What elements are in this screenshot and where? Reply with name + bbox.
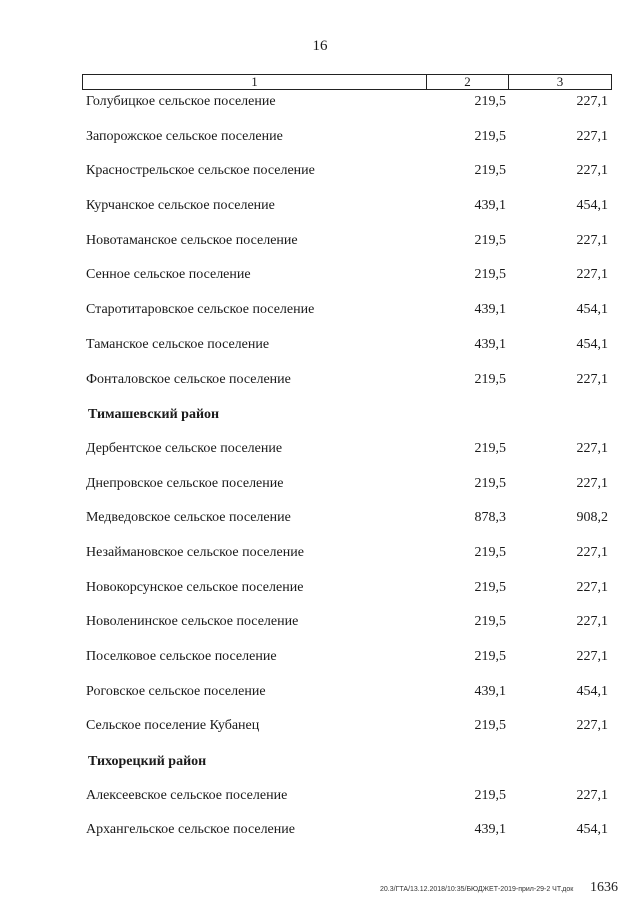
- settlement-name: Поселковое сельское поселение: [86, 649, 277, 664]
- settlement-name: Новокорсунское сельское поселение: [86, 579, 304, 595]
- settlement-name: Сельское поселение Кубанец: [86, 718, 260, 734]
- settlement-name: Днепровское сельское поселение: [86, 475, 284, 491]
- settlement-name: Медведовское сельское поселение: [86, 510, 291, 526]
- table-row: [0, 88, 640, 123]
- settlement-name: Новоленинское сельское поселение: [86, 614, 299, 630]
- settlement-name: Старотитаровское сельское поселение: [86, 302, 315, 318]
- value-col-3: 908,2: [576, 510, 608, 526]
- table-row: [0, 192, 640, 227]
- table-row: [0, 782, 640, 817]
- value-col-2: 219,5: [474, 371, 506, 387]
- section-row: [0, 400, 640, 435]
- header-col-2: 2: [427, 75, 509, 89]
- settlement-name: Таманское сельское поселение: [86, 336, 270, 352]
- table-row: [0, 296, 640, 331]
- table-row: [0, 608, 640, 643]
- settlement-name: Незаймановское сельское поселение: [86, 544, 304, 560]
- table-row: [0, 331, 640, 366]
- value-col-2: 219,5: [474, 579, 506, 595]
- value-col-2: 219,5: [474, 544, 506, 560]
- page-number: 16: [312, 38, 328, 54]
- table-row: [0, 643, 640, 678]
- value-col-2: 439,1: [474, 683, 506, 699]
- table-row: [0, 123, 640, 158]
- table-row: [0, 678, 640, 713]
- settlement-name: Запорожское сельское поселение: [86, 128, 283, 144]
- value-col-3: 454,1: [576, 336, 608, 352]
- value-col-3: 454,1: [576, 302, 608, 318]
- table-row: [0, 816, 640, 851]
- settlement-name: Голубицкое сельское поселение: [86, 94, 276, 109]
- value-col-3: 454,1: [576, 683, 608, 699]
- header-col-3: 3: [556, 74, 564, 89]
- value-col-2: 439,1: [474, 822, 506, 838]
- footer-path: 20.3/ГТА/13.12.2018/10:35/БЮДЖЕТ-2019-прил-29-2 ЧТ.док: [380, 886, 574, 893]
- settlement-name: Алексеевское сельское поселение: [86, 787, 288, 803]
- value-col-3: 227,1: [576, 232, 608, 248]
- value-col-3: 227,1: [576, 94, 608, 109]
- value-col-2: 439,1: [474, 302, 506, 318]
- table-row: [0, 504, 640, 539]
- value-col-2: 439,1: [474, 198, 506, 214]
- header-col-1: 1: [83, 75, 427, 89]
- settlement-name: Фонталовское сельское поселение: [86, 371, 291, 387]
- table-row: [0, 470, 640, 505]
- value-col-3: 227,1: [576, 163, 608, 179]
- value-col-3: 227,1: [576, 128, 608, 144]
- value-col-3: 454,1: [576, 822, 608, 838]
- value-col-3: 227,1: [576, 614, 608, 630]
- settlement-name: Сенное сельское поселение: [86, 267, 251, 283]
- table-row: [0, 261, 640, 296]
- section-title: Тимашевский район: [88, 407, 220, 423]
- value-col-2: 219,5: [474, 440, 506, 456]
- value-col-2: 219,5: [474, 787, 506, 803]
- value-col-2: 219,5: [474, 267, 506, 283]
- value-col-3: 227,1: [576, 267, 608, 283]
- value-col-2: 219,5: [474, 128, 506, 144]
- value-col-2: 219,5: [474, 649, 506, 664]
- table-row: [0, 366, 640, 401]
- table-body: [0, 88, 640, 851]
- value-col-3: 227,1: [576, 371, 608, 387]
- section-title: Тихорецкий район: [88, 754, 207, 770]
- value-col-3: 227,1: [576, 718, 608, 734]
- value-col-2: 219,5: [474, 94, 506, 109]
- table-row: [0, 712, 640, 747]
- table-row: [0, 227, 640, 262]
- settlement-name: Краснострельское сельское поселение: [86, 163, 315, 179]
- settlement-name: Дербентское сельское поселение: [86, 440, 283, 456]
- value-col-2: 219,5: [474, 232, 506, 248]
- settlement-name: Роговское сельское поселение: [86, 683, 266, 699]
- value-col-3: 227,1: [576, 440, 608, 456]
- settlement-name: Новотаманское сельское поселение: [86, 232, 298, 248]
- settlement-name: Курчанское сельское поселение: [86, 198, 275, 214]
- value-col-2: 219,5: [474, 163, 506, 179]
- section-row: [0, 747, 640, 782]
- value-col-3: 227,1: [576, 579, 608, 595]
- value-col-2: 219,5: [474, 475, 506, 491]
- page-stamp: 1636: [590, 880, 618, 895]
- value-col-2: 219,5: [474, 614, 506, 630]
- value-col-3: 227,1: [576, 787, 608, 803]
- value-col-2: 878,3: [474, 510, 506, 526]
- table-row: [0, 574, 640, 609]
- value-col-3: 227,1: [576, 475, 608, 491]
- table-row: [0, 435, 640, 470]
- value-col-2: 439,1: [474, 336, 506, 352]
- table-row: [0, 539, 640, 574]
- value-col-3: 454,1: [576, 198, 608, 214]
- value-col-2: 219,5: [474, 718, 506, 734]
- settlement-name: Архангельское сельское поселение: [86, 822, 295, 838]
- value-col-3: 227,1: [576, 649, 608, 664]
- value-col-3: 227,1: [576, 544, 608, 560]
- table-row: [0, 157, 640, 192]
